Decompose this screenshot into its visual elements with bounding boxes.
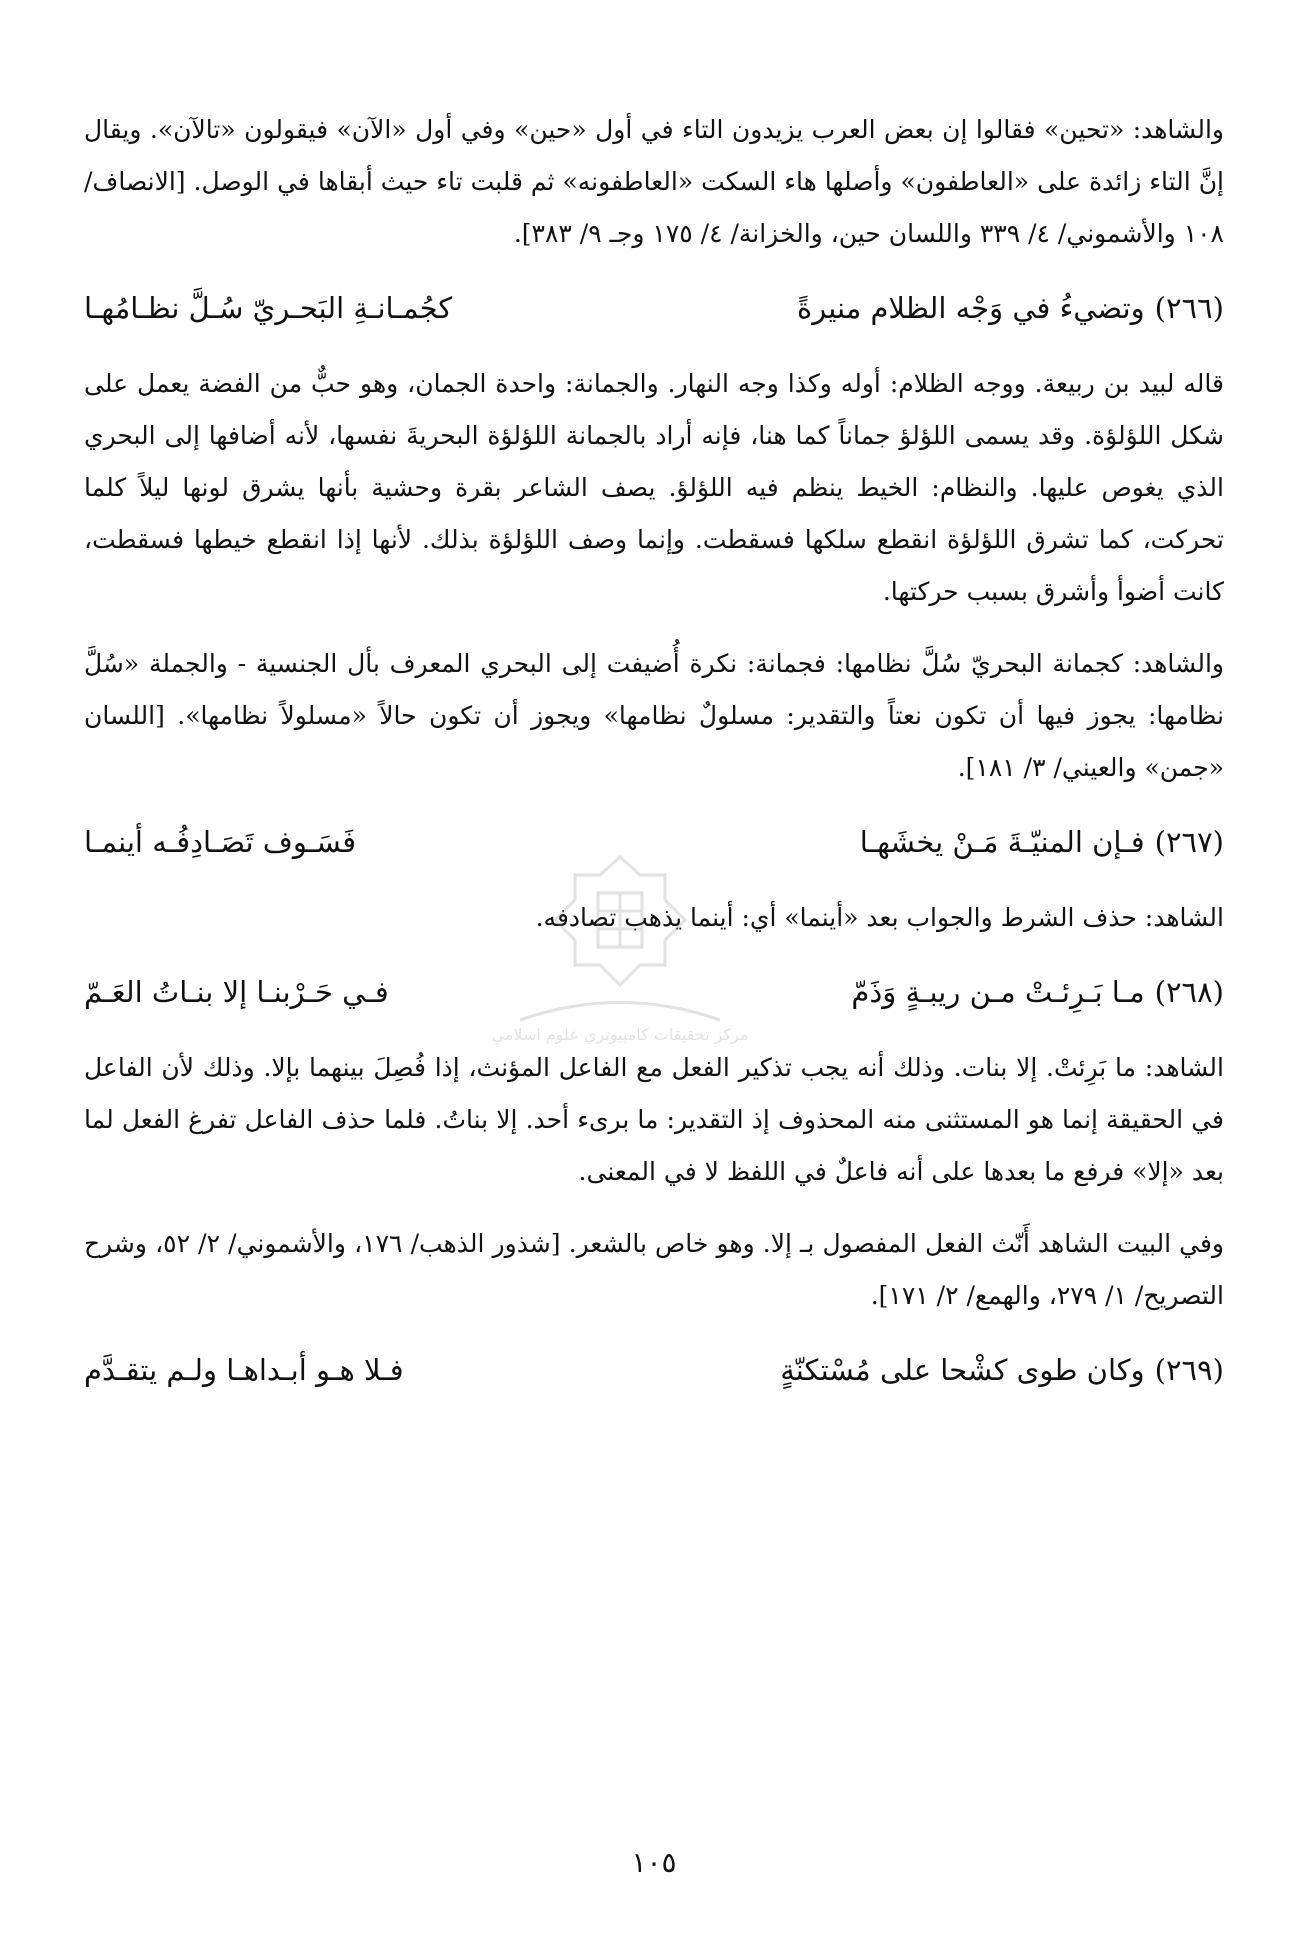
commentary-paragraph: قاله لبيد بن ربيعة. ووجه الظلام: أوله وكذا وجه النهار. والجمانة: واحدة الجمان، وهو حبٌّ من الفضة يعمل على شكل اللؤلؤة. وقد يسمى اللؤلؤ جماناً كما هنا، فإنه أراد بالجمانة اللؤلؤة البحريةَ نفسها، لأنه أضافها إلى البحري الذي يغوص عليها. والنظام: الخيط ينظم فيه اللؤلؤ. يصف الشاعر بقرة وحشية بأنها يشرق لونها ليلاً كلما تحركت، كما تشرق اللؤلؤة انقطع سلكها فسقطت. وإنما وصف اللؤلؤة بذلك. لأنها إذا انقطع خيطها فسقطت، كانت أضوأ وأشرق بسبب حركتها. xyxy=(84,369,1224,606)
page-body xyxy=(84,104,1224,1420)
watermark-text: مركز تحقيقات كامپيوتري علوم اسلامي xyxy=(491,1025,749,1044)
verse-second-hemistich: كجُمـانـةِ البَحـريّ سُـلَّ نظـامُهـا xyxy=(84,291,453,325)
verse-second-hemistich: فـلا هـو أبـداهـا ولـم يتقـدَّم xyxy=(84,1353,404,1387)
institute-seal-icon xyxy=(490,845,750,1055)
verse-second-hemistich: فـي حَـرْبنـا إلا بنـاتُ العَـمّ xyxy=(84,975,389,1009)
verse-number: (٢٦٨) xyxy=(1154,975,1224,1009)
verse-first-hemistich: فـإن المنيّـةَ مَـنْ يخشَهـا xyxy=(859,825,1145,859)
verse-269 xyxy=(84,1342,1224,1398)
verse-266 xyxy=(84,280,1224,336)
verse-second-hemistich: فَسَـوف تَصَـادِفُـه أينمـا xyxy=(84,825,357,859)
verse-number: (٢٦٦) xyxy=(1154,291,1224,325)
commentary-paragraph: والشاهد: «تحين» فقالوا إن بعض العرب يزيدون التاء في أول «حين» وفي أول «الآن» فيقولون «تالآن». ويقال إنَّ التاء زائدة على «العاطفون» وأصلها هاء السكت «العاطفونه» ثم قلبت تاء حيث أبقاها في الوصل. [الانصاف/ ١٠٨ والأشموني/ ٤/ ٣٣٩ واللسان حين، والخزانة/ ٤/ ١٧٥ وجـ ٩/ ٣٨٣]. xyxy=(84,115,1224,248)
verse-first-hemistich: وتضيءُ في وَجْه الظلام منيرةً xyxy=(797,291,1145,325)
commentary-paragraph: والشاهد: كجمانة البحريّ سُلَّ نظامها: فجمانة: نكرة أُضيفت إلى البحري المعرف بأل الجنسية - والجملة «سُلَّ نظامها: يجوز فيها أن تكون نعتاً والتقدير: مسلولٌ نظامها» ويجوز أن تكون حالاً «مسلولاً نظامها». [اللسان «جمن» والعيني/ ٣/ ١٨١]. xyxy=(84,649,1224,782)
commentary-paragraph: وفي البيت الشاهد أَنّث الفعل المفصول بـ إلا. وهو خاص بالشعر. [شذور الذهب/ ١٧٦، والأشموني/ ٢/ ٥٢، وشرح التصريح/ ١/ ٢٧٩، والهمع/ ٢/ ١٧١]. xyxy=(84,1229,1225,1310)
verse-number: (٢٦٧) xyxy=(1154,825,1224,859)
verse-first-hemistich: وكان طوى كشْحا على مُسْتكنّةٍ xyxy=(780,1353,1145,1387)
commentary-paragraph: الشاهد: حذف الشرط والجواب بعد «أينما» أي: أينما يذهب تصادفه. xyxy=(535,903,1224,932)
verse-number: (٢٦٩) xyxy=(1154,1353,1224,1387)
page-number: ١٠٥ xyxy=(631,1846,677,1879)
verse-first-hemistich: مـا بَـرِئـتْ مـن ريبـةٍ وَذَمّ xyxy=(851,975,1145,1009)
commentary-paragraph: الشاهد: ما بَرِئتْ. إلا بنات. وذلك أنه يجب تذكير الفعل مع الفاعل المؤنث، إذا فُصِلَ بينهما بإلا. وذلك لأن الفاعل في الحقيقة إنما هو المستثنى منه المحذوف إذ التقدير: ما برىء أحد. إلا بناتُ. فلما حذف الفاعل تفرغ الفعل لما بعد «إلا» فرفع ما بعدها على أنه فاعلٌ في اللفظ لا في المعنى. xyxy=(84,1053,1224,1186)
